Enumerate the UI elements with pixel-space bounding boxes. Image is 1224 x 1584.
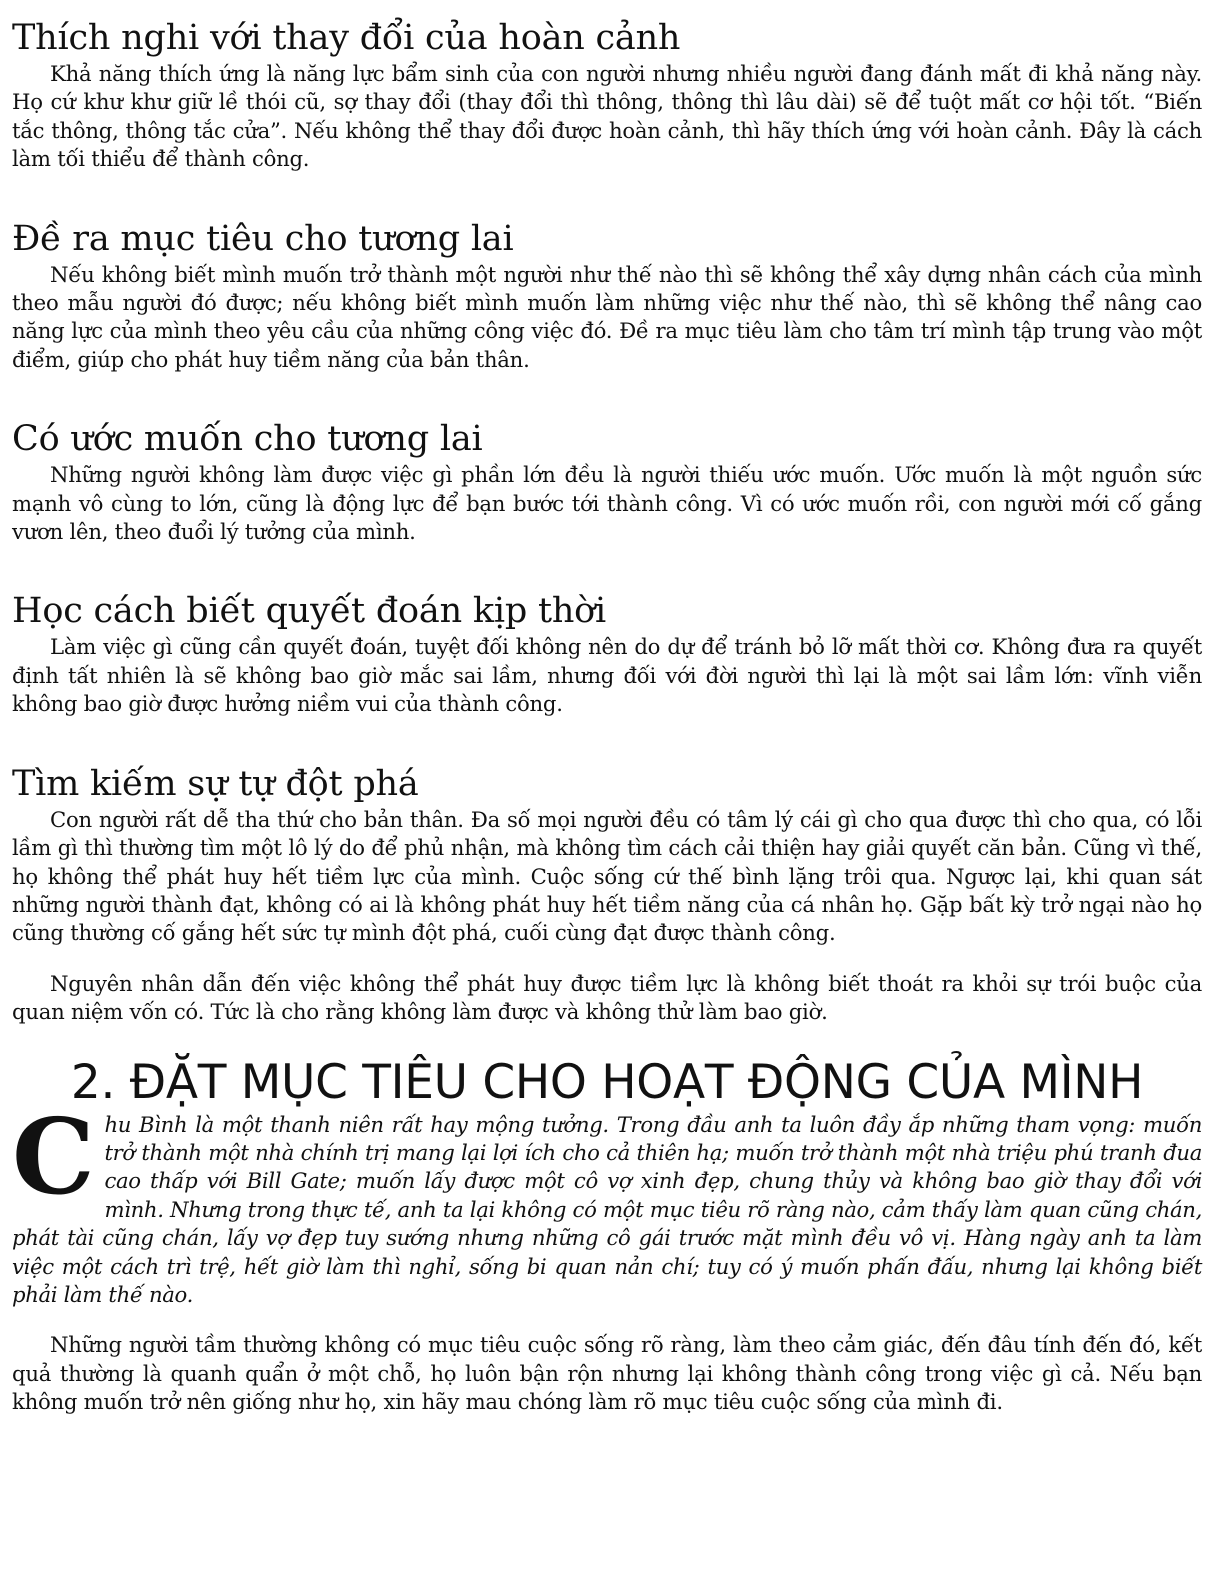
chapter-title: 2. ĐẶT MỤC TIÊU CHO HOẠT ĐỘNG CỦA MÌNH xyxy=(70,1054,1144,1110)
section-paragraph: Nếu không biết mình muốn trở thành một người như thế nào thì sẽ không thể xây dựng nhân cách của mình theo mẫu người đó được; nếu không biết mình muốn làm những việc như thế nào, thì sẽ không thể nâng cao năng lực của mình theo yêu cầu của những công việc đó. Đề ra mục tiêu làm cho tâm trí mình tập trung vào một điểm, giúp cho phát huy tiềm năng của bản thân. xyxy=(12,261,1202,372)
section-title: Học cách biết quyết đoán kịp thời xyxy=(12,591,607,632)
section-paragraph: Làm việc gì cũng cần quyết đoán, tuyệt đối không nên do dự để tránh bỏ lỡ mất thời cơ. Không đưa ra quyết định tất nhiên là sẽ không bao giờ mắc sai lầm, nhưng đối với đời người thì lại là một sai lầm lớn: vĩnh viễn không bao giờ được hưởng niềm vui của thành công. xyxy=(12,634,1202,717)
section-paragraph: Những người không làm được việc gì phần lớn đều là người thiếu ước muốn. Ước muốn là một nguồn sức mạnh vô cùng to lớn, cũng là động lực để bạn bước tới thành công. Vì có ước muốn rồi, con người mới cố gắng vươn lên, theo đuổi lý tưởng của mình. xyxy=(12,462,1202,545)
section-title: Đề ra mục tiêu cho tương lai xyxy=(12,218,514,259)
section-decisive xyxy=(12,589,1202,718)
section-title: Có ước muốn cho tương lai xyxy=(12,419,483,460)
drop-cap: C xyxy=(12,1094,95,1218)
section-title: Tìm kiếm sự tự đột phá xyxy=(12,763,419,804)
chapter-story xyxy=(12,1094,1202,1310)
story-text: hu Bình là một thanh niên rất hay mộng tưởng. Trong đầu anh ta luôn đầy ắp những tham vọng: muốn trở thành một nhà chính trị mang lại lợi ích cho cả thiên hạ; muốn trở thành một nhà triệu phú tranh đua cao thấp với Bill Gate; muốn lấy được một cô vợ xinh đẹp, chung thủy và không bao giờ thay đổi với mình. Nhưng trong thực tế, anh ta lại không có một mục tiêu rõ ràng nào, cảm thấy làm quan cũng chán, phát tài cũng chán, lấy vợ đẹp tuy sướng nhưng những cô gái trước mặt mình đều vô vị. Hàng ngày anh ta làm việc một cách trì trệ, hết giờ làm thì nghỉ, sống bi quan nản chí; tuy có ý muốn phấn đấu, nhưng lại không biết phải làm thế nào. xyxy=(12,1111,1202,1307)
chapter-2 xyxy=(12,1055,1202,1417)
section-set-goals xyxy=(12,217,1202,375)
section-paragraph: Con người rất dễ tha thứ cho bản thân. Đa số mọi người đều có tâm lý cái gì cho qua được thì cho qua, có lỗi lầm gì thì thường tìm một lô lý do để phủ nhận, mà không tìm cách cải thiện hay giải quyết căn bản. Cũng vì thế, họ không thể phát huy hết tiềm lực của mình. Cuộc sống cứ thế bình lặng trôi qua. Ngược lại, khi quan sát những người thành đạt, không có ai là không phát huy hết tiềm năng của cá nhân họ. Gặp bất kỳ trở ngại nào họ cũng thường cố gắng hết sức tự mình đột phá, cuối cùng đạt được thành công. xyxy=(12,806,1202,946)
section-adapt xyxy=(12,16,1202,174)
section-breakthrough xyxy=(12,762,1202,1027)
document-page xyxy=(12,16,1202,1417)
chapter-closing-paragraph: Những người tầm thường không có mục tiêu cuộc sống rõ ràng, làm theo cảm giác, đến đâu tính đến đó, kết quả thường là quanh quẩn ở một chỗ, họ luôn bận rộn nhưng lại không thành công trong việc gì cả. Nếu bạn không muốn trở nên giống như họ, xin hãy mau chóng làm rõ mục tiêu cuộc sống của mình đi. xyxy=(12,1332,1202,1415)
section-paragraph: Khả năng thích ứng là năng lực bẩm sinh của con người nhưng nhiều người đang đánh mất đi khả năng này. Họ cứ khư khư giữ lề thói cũ, sợ thay đổi (thay đổi thì thông, thông thì lâu dài) sẽ để tuột mất cơ hội tốt. “Biến tắc thông, thông tắc cửa”. Nếu không thể thay đổi được hoàn cảnh, thì hãy thích ứng với hoàn cảnh. Đây là cách làm tối thiểu để thành công. xyxy=(12,61,1202,172)
section-wishes xyxy=(12,417,1202,546)
section-paragraph: Nguyên nhân dẫn đến việc không thể phát huy được tiềm lực là không biết thoát ra khỏi sự trói buộc của quan niệm vốn có. Tức là cho rằng không làm được và không thử làm bao giờ. xyxy=(12,970,1202,1025)
section-title: Thích nghi với thay đổi của hoàn cảnh xyxy=(12,18,681,58)
